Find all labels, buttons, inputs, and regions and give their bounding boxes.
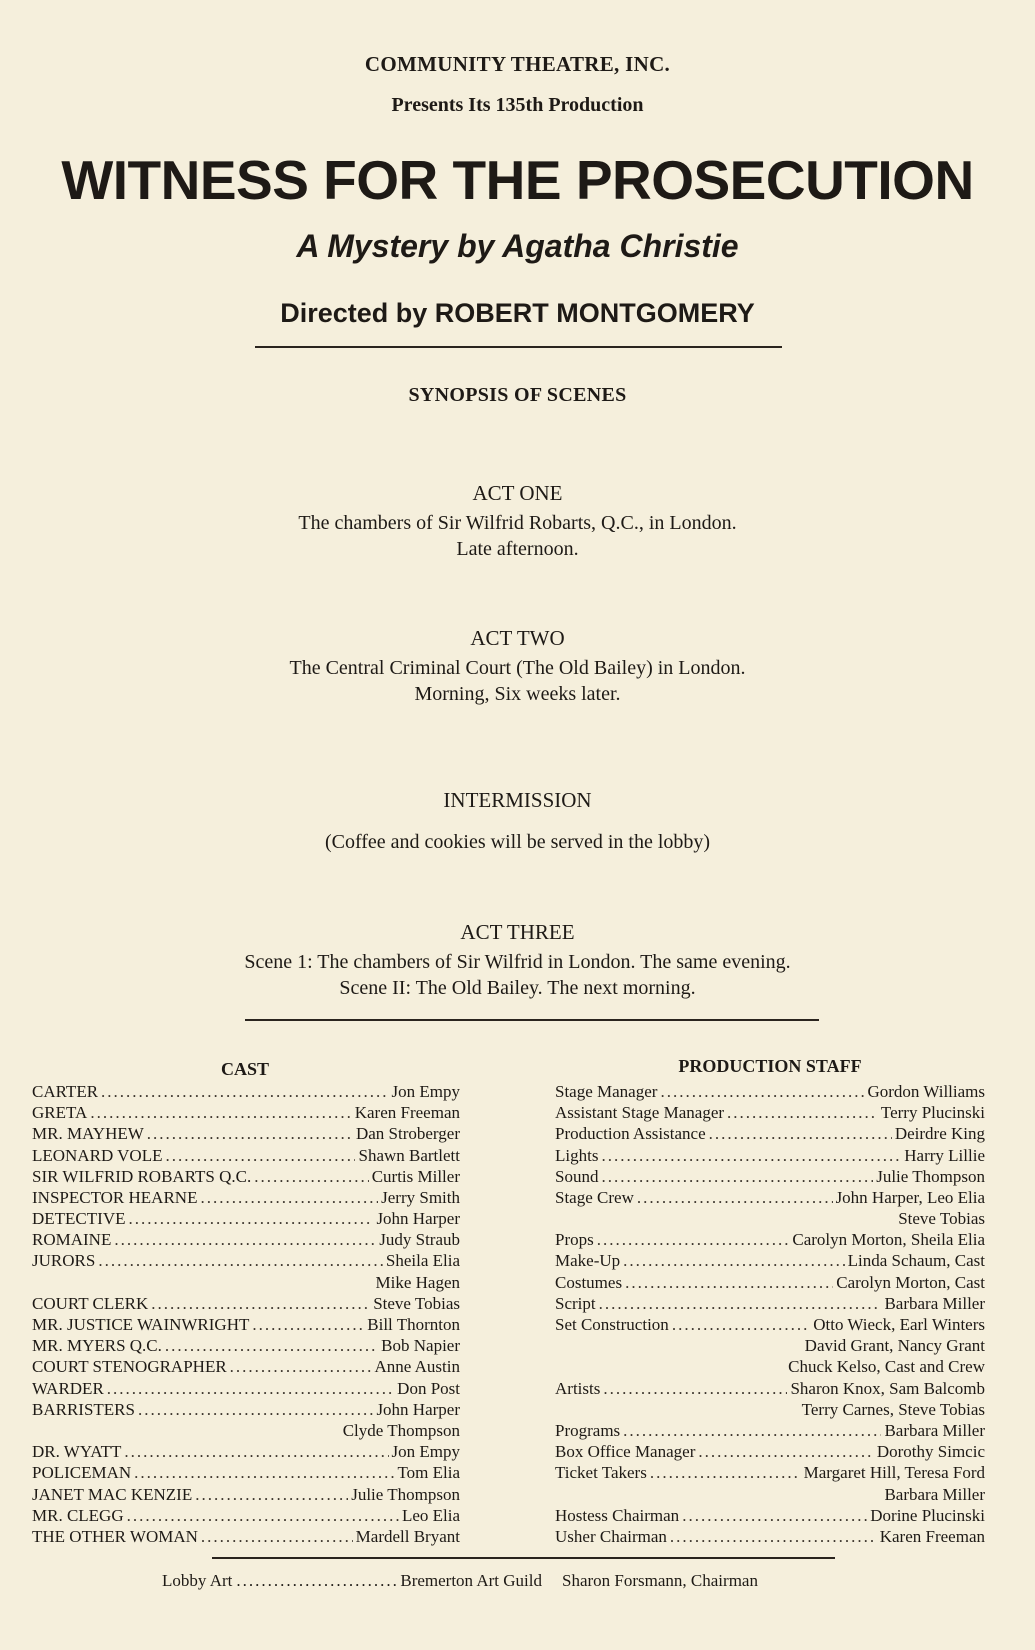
credit-name: Linda Schaum, Cast bbox=[847, 1251, 985, 1271]
leader-dots bbox=[200, 1187, 378, 1208]
credit-name: Jon Empy bbox=[391, 1442, 460, 1462]
credit-role: Script bbox=[555, 1293, 596, 1313]
credit-role: DR. WYATT bbox=[32, 1442, 122, 1462]
credit-name: Sharon Knox, Sam Balcomb bbox=[790, 1378, 985, 1398]
leader-dots bbox=[124, 1441, 388, 1462]
leader-dots bbox=[128, 1208, 373, 1229]
credit-row bbox=[32, 1484, 460, 1505]
credit-row bbox=[555, 1441, 985, 1462]
organization-name: COMMUNITY THEATRE, INC. bbox=[364, 52, 671, 76]
leader-dots bbox=[682, 1505, 867, 1526]
credit-row bbox=[32, 1399, 460, 1420]
credit-row bbox=[555, 1462, 985, 1483]
credit-row bbox=[555, 1505, 985, 1526]
credit-name: Carolyn Morton, Cast bbox=[836, 1272, 985, 1292]
credit-row bbox=[32, 1462, 460, 1483]
credit-row bbox=[32, 1123, 460, 1144]
credit-name: Jon Empy bbox=[391, 1081, 460, 1101]
credit-role: JURORS bbox=[32, 1251, 96, 1271]
credit-name: Otto Wieck, Earl Winters bbox=[813, 1315, 985, 1335]
credit-role: THE OTHER WOMAN bbox=[32, 1526, 198, 1546]
credit-row bbox=[555, 1420, 985, 1441]
leader-dots bbox=[254, 1166, 368, 1187]
act-two-line: Morning, Six weeks later. bbox=[414, 683, 621, 705]
credit-name: Terry Plucinski bbox=[880, 1103, 985, 1123]
credit-row bbox=[32, 1526, 460, 1547]
staff-list bbox=[555, 1081, 985, 1547]
credit-row bbox=[32, 1335, 460, 1356]
credit-row bbox=[555, 1314, 985, 1335]
credit-role: Assistant Stage Manager bbox=[555, 1103, 725, 1123]
credit-name-continued: Barbara Miller bbox=[884, 1484, 985, 1504]
lobby-art-role: Lobby Art bbox=[162, 1571, 233, 1590]
credit-row bbox=[32, 1505, 460, 1526]
credit-row bbox=[555, 1187, 985, 1208]
credit-role: Costumes bbox=[555, 1272, 623, 1292]
credit-row bbox=[32, 1314, 460, 1335]
play-subtitle: A Mystery by Agatha Christie bbox=[296, 228, 739, 264]
credit-name: Jerry Smith bbox=[381, 1187, 460, 1207]
credit-role: Props bbox=[555, 1230, 594, 1250]
act-three-line: Scene II: The Old Bailey. The next morning. bbox=[339, 977, 696, 999]
credit-name: John Harper bbox=[376, 1399, 460, 1419]
credit-name: Dan Stroberger bbox=[355, 1124, 460, 1144]
credit-name: Gordon Williams bbox=[867, 1081, 985, 1101]
credit-row bbox=[32, 1378, 460, 1399]
leader-dots bbox=[147, 1123, 353, 1144]
leader-dots bbox=[637, 1187, 833, 1208]
divider-middle bbox=[245, 1019, 819, 1021]
leader-dots bbox=[599, 1293, 882, 1314]
director-credit: Directed by ROBERT MONTGOMERY bbox=[280, 298, 755, 328]
credit-name-continued: Clyde Thompson bbox=[342, 1421, 460, 1440]
credit-name: Barbara Miller bbox=[884, 1293, 985, 1313]
act-one-title: ACT ONE bbox=[472, 481, 563, 505]
act-two-title: ACT TWO bbox=[470, 626, 565, 650]
credit-name: Dorothy Simcic bbox=[876, 1442, 985, 1462]
credit-row bbox=[32, 1293, 460, 1314]
credit-role: WARDER bbox=[32, 1378, 104, 1398]
credit-row bbox=[555, 1526, 985, 1547]
credit-role: MR. MAYHEW bbox=[32, 1124, 144, 1144]
credit-role: LEONARD VOLE bbox=[32, 1145, 163, 1165]
credit-name: Don Post bbox=[397, 1378, 460, 1398]
credit-name: Mardell Bryant bbox=[355, 1526, 460, 1546]
leader-dots bbox=[230, 1356, 372, 1377]
credit-row bbox=[555, 1229, 985, 1250]
leader-dots bbox=[90, 1102, 351, 1123]
divider-bottom bbox=[212, 1557, 835, 1559]
leader-dots bbox=[138, 1399, 373, 1420]
credit-name: Bob Napier bbox=[381, 1336, 460, 1356]
credit-role: INSPECTOR HEARNE bbox=[32, 1187, 198, 1207]
credit-name: Julie Thompson bbox=[351, 1484, 460, 1504]
act-two-line: The Central Criminal Court (The Old Bailey) in London. bbox=[289, 657, 746, 679]
play-title: WITNESS FOR THE PROSECUTION bbox=[61, 149, 974, 211]
credit-role: Lights bbox=[555, 1145, 599, 1165]
credit-row bbox=[555, 1293, 985, 1314]
credit-row bbox=[32, 1208, 460, 1229]
credit-name-continued: Steve Tobias bbox=[898, 1209, 985, 1229]
leader-dots bbox=[623, 1250, 844, 1271]
staff-heading: PRODUCTION STAFF bbox=[678, 1056, 862, 1076]
credit-role: SIR WILFRID ROBARTS Q.C. bbox=[32, 1166, 252, 1186]
credit-name: Julie Thompson bbox=[876, 1166, 985, 1186]
leader-dots bbox=[151, 1293, 370, 1314]
credit-name: Deirdre King bbox=[894, 1124, 985, 1144]
credit-name: Margaret Hill, Teresa Ford bbox=[803, 1463, 985, 1483]
credit-name-continued: Chuck Kelso, Cast and Crew bbox=[788, 1357, 985, 1377]
credit-row bbox=[32, 1081, 460, 1102]
credit-role: BARRISTERS bbox=[32, 1399, 135, 1419]
credit-row bbox=[32, 1166, 460, 1187]
credit-name-continued: Mike Hagen bbox=[375, 1272, 460, 1292]
leader-dots bbox=[603, 1378, 787, 1399]
divider-top bbox=[255, 346, 782, 348]
credit-role: ROMAINE bbox=[32, 1230, 112, 1250]
credit-name: Anne Austin bbox=[374, 1357, 460, 1377]
credit-row bbox=[555, 1123, 985, 1144]
synopsis-heading: SYNOPSIS OF SCENES bbox=[408, 384, 627, 406]
credit-role: Hostess Chairman bbox=[555, 1505, 680, 1525]
credit-name-continued: David Grant, Nancy Grant bbox=[804, 1336, 985, 1356]
credit-name: Bill Thornton bbox=[367, 1315, 460, 1335]
leader-dots bbox=[625, 1272, 833, 1293]
credit-name: Sheila Elia bbox=[385, 1251, 460, 1271]
credit-name: Leo Elia bbox=[401, 1505, 460, 1525]
credit-name: Harry Lillie bbox=[904, 1145, 985, 1165]
lobby-art-credit bbox=[162, 1571, 758, 1591]
credit-name: Carolyn Morton, Sheila Elia bbox=[792, 1230, 985, 1250]
leader-dots bbox=[107, 1378, 394, 1399]
credit-role: JANET MAC KENZIE bbox=[32, 1484, 193, 1504]
credit-role: POLICEMAN bbox=[32, 1463, 132, 1483]
lobby-art-chairman: Sharon Forsmann, Chairman bbox=[562, 1571, 758, 1590]
leader-dots bbox=[727, 1102, 878, 1123]
leader-dots bbox=[195, 1484, 348, 1505]
credit-name: Barbara Miller bbox=[884, 1420, 985, 1440]
credit-role: MR. JUSTICE WAINWRIGHT bbox=[32, 1315, 250, 1335]
credit-name: John Harper bbox=[376, 1209, 460, 1229]
cast-heading: CAST bbox=[220, 1059, 269, 1079]
leader-dots bbox=[698, 1441, 874, 1462]
leader-dots bbox=[165, 1145, 355, 1166]
credit-row bbox=[555, 1145, 985, 1166]
credit-name: Tom Elia bbox=[397, 1463, 460, 1483]
credit-role: Box Office Manager bbox=[555, 1442, 696, 1462]
intermission-note: (Coffee and cookies will be served in the lobby) bbox=[324, 831, 711, 853]
leader-dots bbox=[672, 1314, 810, 1335]
credit-row bbox=[32, 1251, 460, 1272]
credit-role: MR. MYERS Q.C. bbox=[32, 1336, 162, 1356]
credit-role: COURT STENOGRAPHER bbox=[32, 1357, 227, 1377]
credit-row bbox=[32, 1229, 460, 1250]
credit-role: Artists bbox=[555, 1378, 601, 1398]
credit-role: DETECTIVE bbox=[32, 1209, 126, 1229]
credit-name: Dorine Plucinski bbox=[870, 1505, 985, 1525]
leader-dots bbox=[670, 1526, 877, 1547]
leader-dots bbox=[134, 1462, 394, 1483]
leader-dots bbox=[98, 1250, 383, 1271]
leader-dots bbox=[101, 1081, 388, 1102]
credit-name: Shawn Bartlett bbox=[358, 1145, 460, 1165]
leader-dots bbox=[660, 1081, 864, 1102]
credit-role: Ticket Takers bbox=[555, 1463, 647, 1483]
credit-role: Stage Manager bbox=[555, 1081, 658, 1101]
credit-role: GRETA bbox=[32, 1103, 88, 1123]
production-number: Presents Its 135th Production bbox=[391, 94, 644, 116]
credit-role: MR. CLEGG bbox=[32, 1505, 124, 1525]
credit-name: Steve Tobias bbox=[373, 1293, 460, 1313]
leader-dots bbox=[601, 1166, 873, 1187]
credit-role: Sound bbox=[555, 1166, 599, 1186]
credit-row bbox=[32, 1102, 460, 1123]
lobby-art-name: Bremerton Art Guild bbox=[400, 1571, 543, 1590]
credit-role: CARTER bbox=[32, 1081, 99, 1101]
credit-row bbox=[32, 1356, 460, 1377]
credit-row bbox=[32, 1441, 460, 1462]
credit-row bbox=[555, 1272, 985, 1293]
leader-dots bbox=[601, 1145, 901, 1166]
act-three-line: Scene 1: The chambers of Sir Wilfrid in London. The same evening. bbox=[244, 951, 791, 973]
act-three-title: ACT THREE bbox=[460, 920, 575, 944]
credit-role: Stage Crew bbox=[555, 1187, 634, 1207]
credit-role: Usher Chairman bbox=[555, 1526, 667, 1546]
cast-list bbox=[32, 1081, 460, 1547]
leader-dots bbox=[165, 1335, 378, 1356]
credit-role: Set Construction bbox=[555, 1315, 669, 1335]
credit-name: Curtis Miller bbox=[371, 1166, 460, 1186]
credit-role: Programs bbox=[555, 1420, 621, 1440]
credit-row bbox=[555, 1166, 985, 1187]
credit-name-continued: Terry Carnes, Steve Tobias bbox=[801, 1399, 985, 1419]
leader-dots bbox=[114, 1229, 376, 1250]
leader-dots bbox=[709, 1123, 892, 1144]
credit-name: Judy Straub bbox=[379, 1230, 460, 1250]
intermission-title: INTERMISSION bbox=[443, 788, 592, 812]
act-one-line: Late afternoon. bbox=[456, 538, 579, 560]
credit-role: COURT CLERK bbox=[32, 1293, 149, 1313]
leader-dots bbox=[201, 1526, 353, 1547]
credit-row bbox=[32, 1145, 460, 1166]
leader-dots bbox=[650, 1462, 801, 1483]
leader-dots bbox=[236, 1571, 396, 1591]
credit-name: Karen Freeman bbox=[354, 1103, 460, 1123]
credit-row bbox=[555, 1378, 985, 1399]
leader-dots bbox=[127, 1505, 399, 1526]
credit-row bbox=[555, 1251, 985, 1272]
act-one-line: The chambers of Sir Wilfrid Robarts, Q.C., in London. bbox=[298, 512, 737, 534]
credit-role: Make-Up bbox=[555, 1251, 621, 1271]
credit-row bbox=[32, 1187, 460, 1208]
leader-dots bbox=[252, 1314, 364, 1335]
leader-dots bbox=[597, 1229, 790, 1250]
credit-name: John Harper, Leo Elia bbox=[835, 1187, 985, 1207]
credit-role: Production Assistance bbox=[555, 1124, 706, 1144]
credit-name: Karen Freeman bbox=[879, 1526, 985, 1546]
credit-row bbox=[555, 1081, 985, 1102]
leader-dots bbox=[623, 1420, 881, 1441]
credit-row bbox=[555, 1102, 985, 1123]
